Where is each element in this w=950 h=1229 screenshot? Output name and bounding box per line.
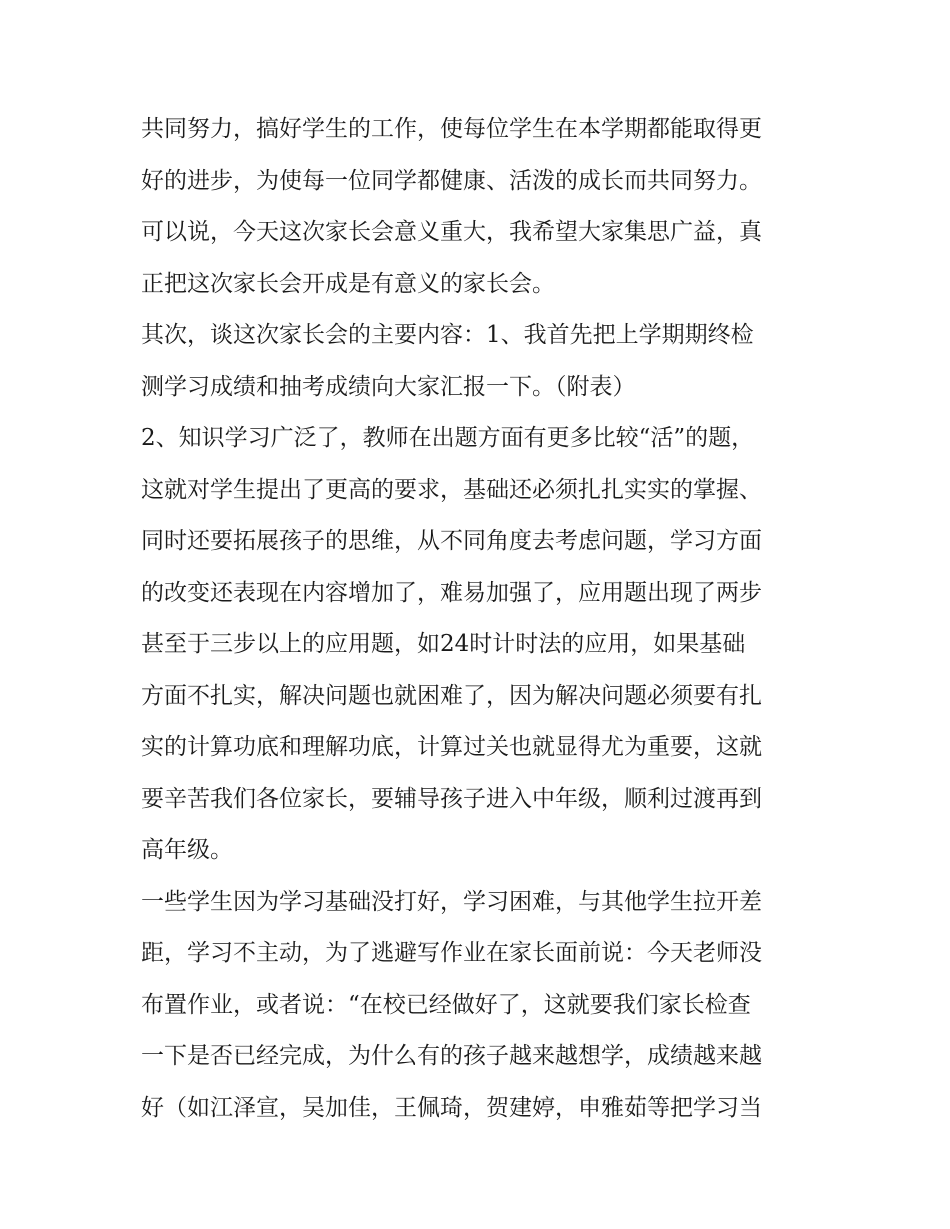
text-line: 这就对学生提出了更高的要求，基础还必须扎扎实实的掌握、 <box>141 476 762 503</box>
text-line: 高年级。 <box>141 837 233 863</box>
text-line: 方面不扎实，解决问题也就困难了，因为解决问题必须要有扎 <box>141 682 762 709</box>
text-line: 一些学生因为学习基础没打好，学习困难，与其他学生拉开差 <box>141 888 762 915</box>
text-line: 同时还要拓展孩子的思维，从不同角度去考虑问题，学习方面 <box>141 528 762 554</box>
text-line: 距，学习不主动，为了逃避写作业在家长面前说：今天老师没 <box>141 940 762 966</box>
text-line: 好的进步，为使每一位同学都健康、活泼的成长而共同努力。 <box>141 167 762 194</box>
text-line: 一下是否已经完成，为什么有的孩子越来越想学，成绩越来越 <box>141 1043 762 1069</box>
text-line: 其次，谈这次家长会的主要内容：1、我首先把上学期期终检 <box>141 322 754 348</box>
text-line: 布置作业，或者说：“在校已经做好了，这就要我们家长检查 <box>141 991 751 1018</box>
text-line: 共同努力，搞好学生的工作，使每位学生在本学期都能取得更 <box>141 116 762 142</box>
text-line: 的改变还表现在内容增加了，难易加强了，应用题出现了两步 <box>141 579 762 606</box>
text-line: 2、知识学习广泛了，教师在出题方面有更多比较“活”的题， <box>141 425 755 451</box>
text-line: 好（如江泽宣，吴加佳，王佩琦，贺建婷，申雅茹等把学习当 <box>141 1094 762 1121</box>
text-line: 正把这次家长会开成是有意义的家长会。 <box>141 270 555 297</box>
text-line: 可以说，今天这次家长会意义重大，我希望大家集思广益，真 <box>141 219 762 245</box>
text-line: 要辛苦我们各位家长，要辅导孩子进入中年级，顺利过渡再到 <box>141 785 762 812</box>
text-line: 测学习成绩和抽考成绩向大家汇报一下。（附表） <box>141 373 636 400</box>
text-line: 实的计算功底和理解功底，计算过关也就显得尤为重要，这就 <box>141 734 762 760</box>
text-line: 甚至于三步以上的应用题，如24时计时法的应用，如果基础 <box>141 631 746 657</box>
document-body <box>141 104 813 1134</box>
